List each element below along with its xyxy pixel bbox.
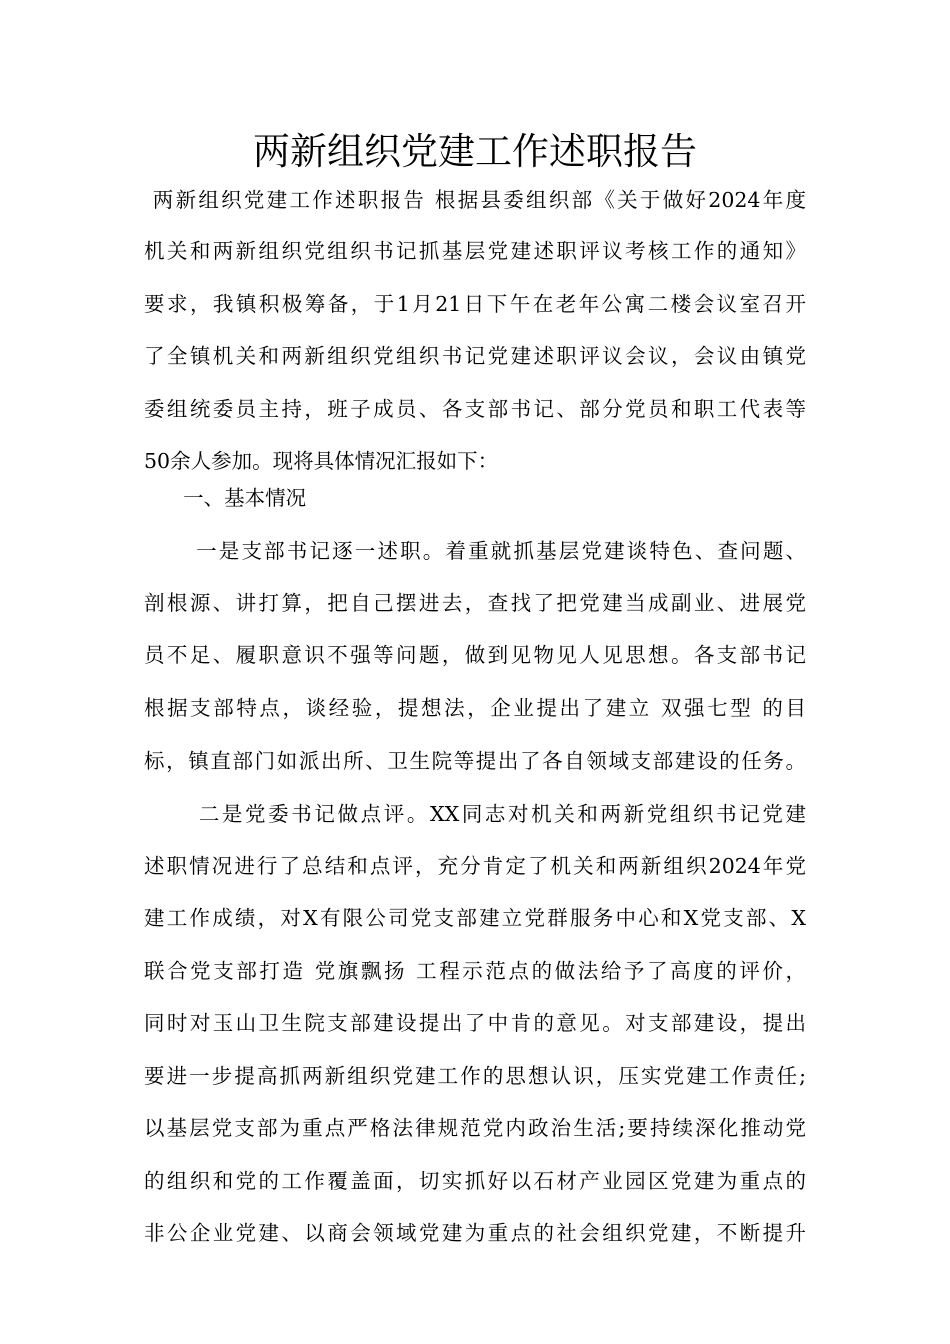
body-line-6: 50余人参加。现将具体情况汇报如下： <box>144 449 499 473</box>
body-line-8: 一是支部书记逐一述职。着重就抓基层党建谈特色、查问题、 <box>144 539 806 563</box>
body-line-14: 述职情况进行了总结和点评，充分肯定了机关和两新组织2024年党 <box>144 854 806 878</box>
body-line-12: 标，镇直部门如派出所、卫生院等提出了各自领域支部建设的任务。 <box>144 749 806 773</box>
body-line-9: 剖根源、讲打算，把自己摆进去，查找了把党建当成副业、进展党 <box>144 591 806 615</box>
document-title: 两新组织党建工作述职报告 <box>253 130 697 173</box>
body-line-10: 员不足、履职意识不强等问题，做到见物见人见思想。各支部书记 <box>144 643 806 667</box>
body-line-21: 非公企业党建、以商会领域党建为重点的社会组织党建，不断提升 <box>144 1221 806 1245</box>
body-line-18: 要进一步提高抓两新组织党建工作的思想认识，压实党建工作责任; <box>144 1064 806 1088</box>
body-line-4: 了全镇机关和两新组织党组织书记党建述职评议会议，会议由镇党 <box>144 344 806 368</box>
body-line-1: 两新组织党建工作述职报告 根据县委组织部《关于做好2024年度 <box>144 188 806 212</box>
body-line-19: 以基层党支部为重点严格法律规范党内政治生活;要持续深化推动党 <box>144 1116 806 1140</box>
body-line-17: 同时对玉山卫生院支部建设提出了中肯的意见。对支部建设，提出 <box>144 1011 806 1035</box>
section-heading-basic: 一、基本情况 <box>144 486 307 510</box>
body-line-16: 联合党支部打造 党旗飘扬 工程示范点的做法给予了高度的评价， <box>144 959 806 983</box>
body-line-11: 根据支部特点，谈经验，提想法，企业提出了建立 双强七型 的目 <box>144 696 806 720</box>
body-line-2: 机关和两新组织党组织书记抓基层党建述职评议考核工作的通知》 <box>144 239 806 263</box>
body-line-13: 二是党委书记做点评。XX同志对机关和两新党组织书记党建 <box>144 802 806 826</box>
body-line-5: 委组统委员主持，班子成员、各支部书记、部分党员和职工代表等 <box>144 397 806 421</box>
body-line-20: 的组织和党的工作覆盖面，切实抓好以石材产业园区党建为重点的 <box>144 1169 806 1193</box>
body-line-15: 建工作成绩，对X有限公司党支部建立党群服务中心和X党支部、X <box>144 906 806 930</box>
body-line-3: 要求，我镇积极筹备，于1月21日下午在老年公寓二楼会议室召开 <box>144 292 806 316</box>
